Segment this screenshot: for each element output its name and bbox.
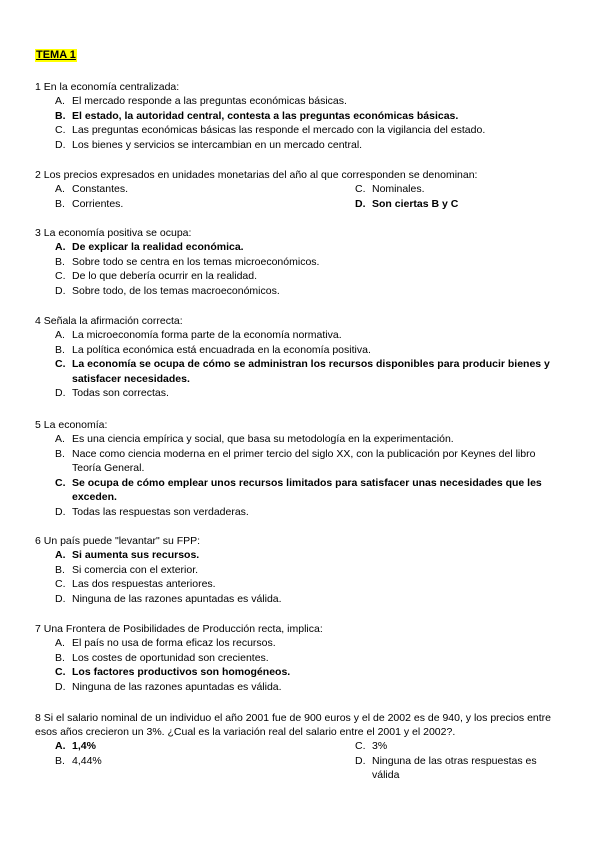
option-b: B. La política económica está encuadrada en la economía positiva. bbox=[55, 343, 371, 356]
question-stem: 1 En la economía centralizada: bbox=[35, 81, 180, 93]
option-d: D. Todas las respuestas son verdaderas. bbox=[55, 505, 249, 518]
options-list bbox=[35, 636, 565, 694]
options-list bbox=[35, 94, 565, 152]
option-d: D. Sobre todo, de los temas macroeconómicos. bbox=[55, 284, 280, 297]
option-a: A. 1,4% bbox=[55, 740, 96, 752]
question-stem: 7 Una Frontera de Posibilidades de Producción recta, implica: bbox=[35, 623, 323, 635]
option-b: B. Los costes de oportunidad son crecientes. bbox=[55, 651, 269, 664]
option-c: C. Las dos respuestas anteriores. bbox=[55, 578, 216, 591]
option-a: A. El país no usa de forma eficaz los recursos. bbox=[55, 637, 276, 649]
options-list bbox=[35, 240, 565, 298]
option-a: A. La microeconomía forma parte de la economía normativa. bbox=[55, 329, 342, 341]
question-7 bbox=[35, 622, 565, 694]
question-8 bbox=[35, 711, 565, 783]
question-5 bbox=[35, 418, 565, 520]
option-b: B. Corrientes. bbox=[55, 197, 124, 210]
options-list bbox=[35, 548, 565, 606]
option-d: D. Ninguna de las razones apuntadas es válida. bbox=[55, 592, 282, 605]
option-c: C. Se ocupa de cómo emplear unos recursos limitados para satisfacer unas necesidades que les exceden. bbox=[55, 476, 542, 504]
question-4 bbox=[35, 314, 565, 401]
question-6 bbox=[35, 534, 565, 606]
option-a: A. De explicar la realidad económica. bbox=[55, 241, 244, 253]
option-d: D. Los bienes y servicios se intercambian en un mercado central. bbox=[55, 138, 363, 151]
options-grid bbox=[35, 739, 565, 783]
option-c: C. Las preguntas económicas básicas las responde el mercado con la vigilancia del estado. bbox=[55, 124, 486, 137]
question-stem: 5 La economía: bbox=[35, 419, 108, 431]
question-3 bbox=[35, 226, 565, 298]
option-d: D. Todas son correctas. bbox=[55, 387, 169, 400]
option-b: B. Nace como ciencia moderna en el primer tercio del siglo XX, con la publicación por Keynes del libro Teoría General. bbox=[55, 447, 536, 475]
option-c: C. Nominales. bbox=[355, 183, 425, 195]
question-stem: 2 Los precios expresados en unidades monetarias del año al que corresponden se denominan: bbox=[35, 169, 478, 181]
option-b: B. 4,44% bbox=[55, 754, 102, 767]
options-grid bbox=[35, 182, 565, 211]
option-a: A. Si aumenta sus recursos. bbox=[55, 549, 200, 561]
option-d: D. Ninguna de las razones apuntadas es válida. bbox=[55, 680, 282, 693]
question-stem: 8 Si el salario nominal de un individuo el año 2001 fue de 900 euros y el de 2002 es de 940, y los precios entre esos años crecieron un 3%. ¿Cual es la variación real del salario entre el 2001 y el 2002?. bbox=[35, 712, 552, 738]
option-d: D. Ninguna de las otras respuestas es válida bbox=[355, 754, 537, 782]
option-c: C. De lo que debería ocurrir en la realidad. bbox=[55, 270, 258, 283]
question-1 bbox=[35, 80, 565, 152]
question-2 bbox=[35, 168, 565, 211]
options-list bbox=[35, 432, 565, 520]
option-d: D. Son ciertas B y C bbox=[355, 197, 459, 210]
option-c: C. La economía se ocupa de cómo se administran los recursos disponibles para producir bienes y satisfacer necesidades. bbox=[55, 358, 550, 385]
option-a: A. Constantes. bbox=[55, 183, 129, 195]
page-title: TEMA 1 bbox=[36, 49, 76, 61]
option-b: B. Si comercia con el exterior. bbox=[55, 563, 199, 576]
option-c: C. 3% bbox=[355, 740, 388, 752]
option-a: A. Es una ciencia empírica y social, que basa su metodología en la experimentación. bbox=[55, 433, 454, 445]
option-c: C. Los factores productivos son homogéneos. bbox=[55, 666, 291, 679]
question-stem: 4 Señala la afirmación correcta: bbox=[35, 315, 183, 327]
question-stem: 6 Un país puede "levantar" su FPP: bbox=[35, 535, 201, 547]
option-a: A. El mercado responde a las preguntas económicas básicas. bbox=[55, 95, 347, 107]
option-b: B. Sobre todo se centra en los temas microeconómicos. bbox=[55, 255, 320, 268]
option-b: B. El estado, la autoridad central, contesta a las preguntas económicas básicas. bbox=[55, 109, 459, 122]
options-list bbox=[35, 328, 565, 401]
question-stem: 3 La economía positiva se ocupa: bbox=[35, 227, 192, 239]
